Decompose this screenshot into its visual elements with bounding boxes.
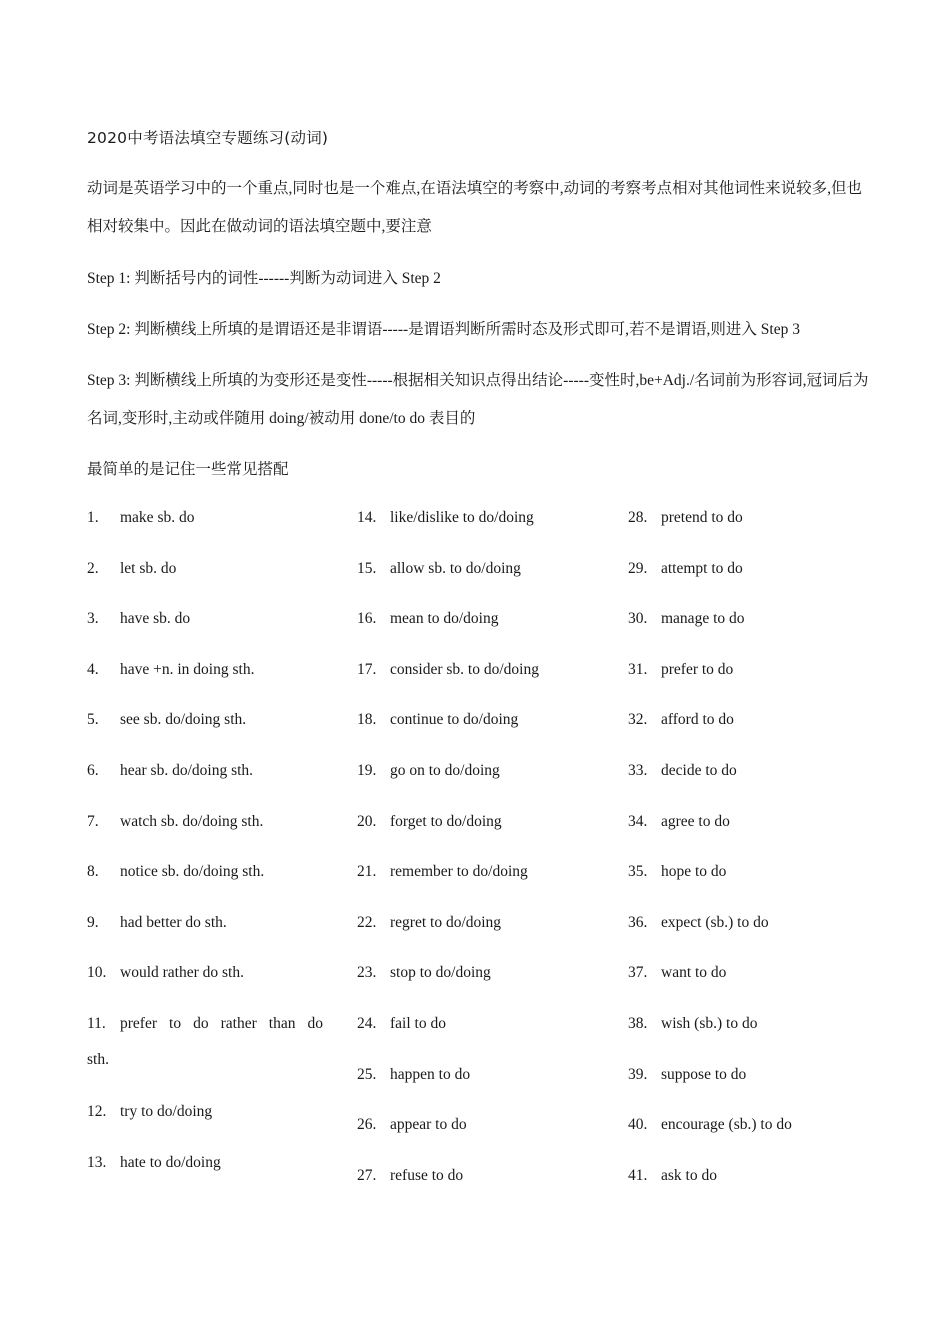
item-text: manage to do [661, 610, 745, 628]
item-text: like/dislike to do/doing [390, 509, 534, 526]
item-text: go on to do/doing [390, 761, 500, 779]
item-text: mean to do/doing [390, 610, 499, 628]
item-number: 21. [357, 863, 377, 881]
step-2-paragraph: Step 2: 判断横线上所填的是谓语还是非谓语-----是谓语判断所需时态及形式即可,若不是谓语,则进入 Step 3 [87, 321, 800, 338]
item-text: agree to do [661, 812, 730, 830]
item-text: let sb. do [120, 559, 177, 577]
list-item [628, 601, 873, 652]
item-number: 19. [357, 761, 377, 779]
item-text: make sb. do [120, 509, 195, 526]
item-text: see sb. do/doing sth. [120, 711, 247, 729]
list-item [357, 1006, 602, 1057]
item-number: 4. [87, 660, 99, 678]
item-text: encourage (sb.) to do [661, 1116, 792, 1134]
list-item [357, 804, 602, 855]
item-number: 39. [628, 1065, 648, 1083]
list-item [87, 1094, 332, 1145]
item-number: 35. [628, 863, 648, 881]
phrase-list-column-2 [357, 500, 602, 1208]
item-text: hope to do [661, 863, 727, 881]
item-number: 15. [357, 559, 377, 577]
item-text: afford to do [661, 711, 734, 729]
list-item [628, 1158, 873, 1209]
step-1-paragraph: Step 1: 判断括号内的词性------判断为动词进入 Step 2 [87, 270, 441, 287]
phrase-list-column-3 [628, 500, 873, 1208]
list-item [628, 702, 873, 753]
item-number: 22. [357, 913, 377, 931]
item-text: happen to do [390, 1065, 471, 1083]
item-number: 17. [357, 660, 377, 678]
step-3-paragraph: Step 3: 判断横线上所填的为变形还是变性-----根据相关知识点得出结论-----变性时,be+Adj./名词前为形容词,冠词后为名词,变形时,主动或伴随用 doing/被动用 done/to do 表目的 [87, 372, 869, 427]
list-item [87, 551, 332, 602]
item-number: 26. [357, 1116, 377, 1134]
item-text: attempt to do [661, 559, 743, 577]
list-item [87, 955, 332, 1006]
item-number: 31. [628, 660, 648, 678]
list-item [357, 652, 602, 703]
summary-paragraph: 最简单的是记住一些常见搭配 [87, 461, 289, 478]
list-item [87, 804, 332, 855]
item-text: wish (sb.) to do [661, 1014, 758, 1032]
list-item [87, 500, 332, 551]
phrase-list-column-1 [87, 500, 332, 1195]
item-number: 8. [87, 863, 99, 881]
item-text: suppose to do [661, 1065, 747, 1083]
item-number: 6. [87, 761, 99, 779]
item-number: 40. [628, 1116, 648, 1134]
item-number: 25. [357, 1065, 377, 1083]
item-number: 1. [87, 509, 99, 526]
item-number: 14. [357, 509, 377, 526]
item-number: 16. [357, 610, 377, 628]
list-item [628, 1057, 873, 1108]
item-text: ask to do [661, 1166, 717, 1184]
list-item [87, 1006, 332, 1094]
list-item [357, 1057, 602, 1108]
item-number: 12. [87, 1102, 107, 1120]
item-number: 37. [628, 964, 648, 982]
item-number: 10. [87, 964, 107, 982]
list-item [628, 1006, 873, 1057]
list-item [628, 804, 873, 855]
list-item [628, 551, 873, 602]
item-number: 28. [628, 509, 648, 526]
list-item [87, 905, 332, 956]
list-item [628, 500, 873, 551]
list-item [357, 854, 602, 905]
item-number: 33. [628, 761, 648, 779]
item-number: 2. [87, 559, 99, 577]
item-text: continue to do/doing [390, 711, 519, 729]
list-item [628, 1107, 873, 1158]
list-item [87, 753, 332, 804]
item-text: hear sb. do/doing sth. [120, 761, 254, 779]
list-item [87, 854, 332, 905]
item-number: 29. [628, 559, 648, 577]
list-item [87, 1145, 332, 1196]
item-text: allow sb. to do/doing [390, 559, 521, 577]
list-item [628, 905, 873, 956]
document-title: 2020中考语法填空专题练习(动词) [87, 129, 329, 147]
item-number: 7. [87, 812, 99, 830]
list-item [628, 753, 873, 804]
item-number: 23. [357, 964, 377, 982]
item-text: have sb. do [120, 610, 191, 628]
list-item [628, 652, 873, 703]
list-item [357, 955, 602, 1006]
item-number: 32. [628, 711, 648, 729]
item-number: 27. [357, 1166, 377, 1184]
item-number: 34. [628, 812, 648, 830]
item-text-line-2: sth. [87, 1050, 109, 1068]
item-number: 24. [357, 1014, 377, 1032]
item-number: 20. [357, 812, 377, 830]
list-item [628, 955, 873, 1006]
item-text: would rather do sth. [120, 964, 244, 982]
item-text: have +n. in doing sth. [120, 660, 255, 678]
item-number: 30. [628, 610, 648, 628]
intro-paragraph: 动词是英语学习中的一个重点,同时也是一个难点,在语法填空的考察中,动词的考察考点相对其他词性来说较多,但也相对较集中。因此在做动词的语法填空题中,要注意 [87, 180, 863, 235]
item-text: remember to do/doing [390, 863, 528, 881]
item-text: expect (sb.) to do [661, 913, 769, 931]
item-text: forget to do/doing [390, 812, 502, 830]
item-text: refuse to do [390, 1166, 464, 1184]
item-number: 41. [628, 1166, 648, 1184]
item-number: 5. [87, 711, 99, 729]
list-item [357, 1107, 602, 1158]
item-text: had better do sth. [120, 913, 227, 931]
item-text: try to do/doing [120, 1102, 213, 1120]
list-item [357, 551, 602, 602]
item-number: 9. [87, 913, 99, 931]
list-item [357, 1158, 602, 1209]
item-text: watch sb. do/doing sth. [120, 812, 264, 830]
item-number: 38. [628, 1014, 648, 1032]
list-item [87, 601, 332, 652]
list-item [357, 500, 602, 551]
list-item [357, 753, 602, 804]
item-number: 18. [357, 711, 377, 729]
item-text-line-1: prefer to do rather than do [120, 1014, 323, 1032]
list-item [87, 702, 332, 753]
item-text: prefer to do [661, 660, 734, 678]
item-number: 13. [87, 1153, 107, 1171]
item-number: 11. [87, 1014, 106, 1032]
item-text: appear to do [390, 1116, 467, 1134]
item-text: fail to do [390, 1014, 446, 1032]
item-text: notice sb. do/doing sth. [120, 863, 265, 881]
list-item [628, 854, 873, 905]
item-text: consider sb. to do/doing [390, 660, 539, 678]
item-text: decide to do [661, 761, 737, 779]
item-text: want to do [661, 964, 727, 982]
list-item [357, 905, 602, 956]
item-number: 36. [628, 913, 648, 931]
list-item [87, 652, 332, 703]
item-number: 3. [87, 610, 99, 628]
item-text: regret to do/doing [390, 913, 502, 931]
list-item [357, 601, 602, 652]
list-item [357, 702, 602, 753]
item-text: pretend to do [661, 509, 743, 526]
item-text: hate to do/doing [120, 1153, 221, 1171]
item-text: stop to do/doing [390, 964, 491, 982]
